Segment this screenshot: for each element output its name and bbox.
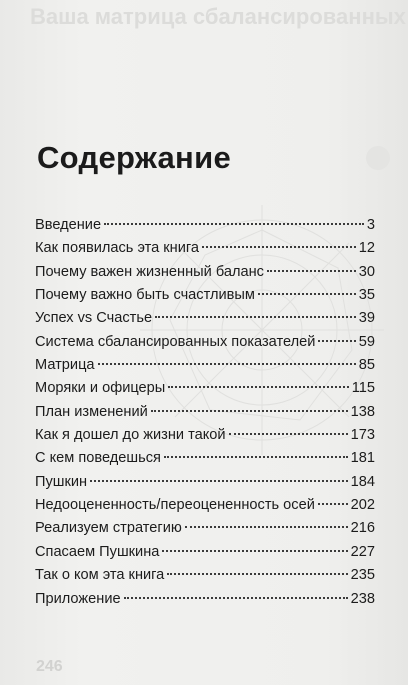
toc-entry-title: Как появилась эта книга [35, 240, 200, 257]
toc-entry-title: Спасаем Пушкина [35, 543, 160, 560]
toc-entry-title: Недооцененность/переоцененность осей [35, 497, 315, 514]
toc-entry-title: Почему важно быть счастливым [35, 287, 255, 304]
toc-entry-page-number: 202 [350, 497, 375, 514]
dot-leader [155, 316, 356, 318]
dot-leader [318, 503, 348, 505]
toc-entry-page-number: 3 [366, 217, 375, 233]
toc-entry-page-number: 115 [351, 380, 375, 397]
dot-leader [164, 456, 348, 458]
page-title: Содержание [37, 140, 231, 175]
dot-leader [202, 246, 356, 248]
toc-entry-page-number: 173 [350, 427, 375, 444]
dot-leader [167, 573, 347, 575]
toc-entry [35, 471, 375, 494]
toc-entry-page-number: 227 [350, 543, 375, 560]
toc-entry-title: Успех vs Счастье [35, 310, 153, 327]
table-of-contents [35, 214, 375, 611]
toc-entry-title: Пушкин [35, 473, 88, 490]
toc-entry-title: План изменений [35, 403, 148, 420]
dot-leader [168, 386, 348, 388]
toc-entry [35, 494, 375, 517]
toc-entry-page-number: 59 [358, 333, 375, 350]
toc-entry [35, 541, 375, 564]
dot-leader [229, 433, 348, 435]
toc-entry [35, 377, 375, 400]
toc-entry-title: Реализуем стратегию [35, 520, 182, 537]
toc-entry-title: Приложение [35, 590, 121, 607]
toc-entry-page-number: 39 [358, 310, 375, 327]
dot-leader [258, 293, 356, 295]
toc-entry [35, 447, 375, 470]
toc-entry [35, 307, 375, 330]
toc-entry-title: Матрица [35, 357, 95, 374]
toc-entry-title: Как я дошел до жизни такой [35, 427, 226, 444]
dot-leader [98, 363, 356, 365]
dot-leader [318, 340, 355, 342]
toc-entry [35, 331, 375, 354]
toc-entry-page-number: 85 [358, 357, 375, 374]
toc-entry-page-number: 30 [358, 263, 375, 280]
toc-entry [35, 354, 375, 377]
toc-entry-title: Система сбалансированных показателей [35, 333, 316, 350]
dot-leader [124, 597, 348, 599]
toc-entry-page-number: 238 [350, 590, 375, 607]
toc-entry [35, 424, 375, 447]
toc-entry-page-number: 216 [350, 520, 375, 537]
toc-entry-title: Моряки и офицеры [35, 380, 166, 397]
toc-entry-page-number: 184 [350, 473, 375, 490]
toc-entry-page-number: 35 [358, 287, 375, 304]
toc-entry [35, 284, 375, 307]
dot-leader [90, 480, 348, 482]
toc-entry-title: С кем поведешься [35, 450, 161, 467]
toc-entry [35, 517, 375, 540]
toc-entry-page-number: 181 [350, 450, 375, 467]
dot-leader [185, 526, 348, 528]
toc-entry [35, 214, 375, 237]
dot-leader [104, 223, 364, 225]
dot-leader [162, 550, 347, 552]
toc-entry [35, 261, 375, 284]
toc-entry-title: Введение [35, 217, 102, 233]
toc-entry [35, 564, 375, 587]
toc-entry [35, 588, 375, 611]
dot-leader [151, 410, 348, 412]
toc-entry [35, 401, 375, 424]
toc-entry-page-number: 138 [350, 403, 375, 420]
dot-leader [267, 270, 356, 272]
toc-entry-title: Почему важен жизненный баланс [35, 263, 264, 280]
toc-entry [35, 237, 375, 260]
show-through-page-number: 246 [36, 658, 63, 675]
toc-entry-page-number: 12 [358, 240, 375, 257]
toc-entry-title: Так о ком эта книга [35, 567, 165, 584]
show-through-heading: Ваша матрица сбалансированных [30, 4, 406, 29]
toc-entry-page-number: 235 [350, 567, 375, 584]
